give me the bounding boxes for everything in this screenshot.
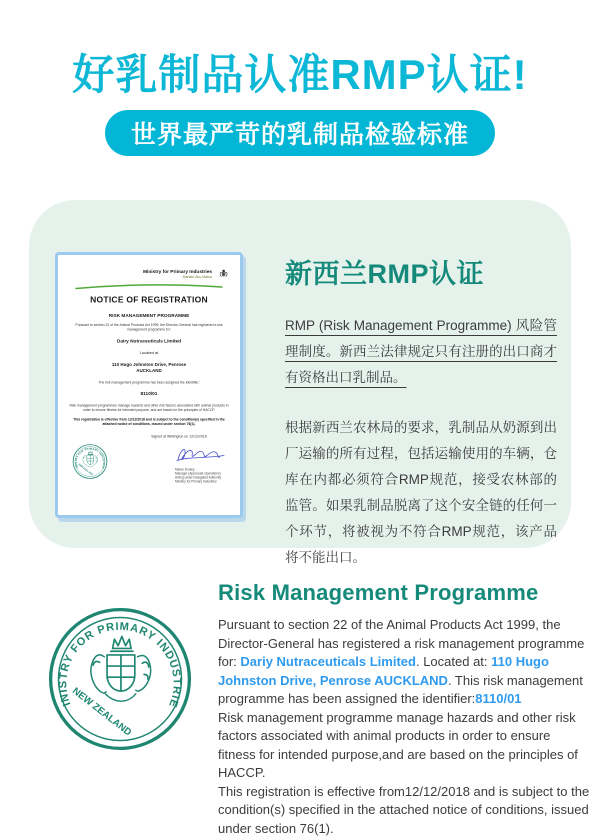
text-segment: 110 Hugo Johnston Drive, Penrose AUCKLAND <box>218 654 549 688</box>
certificate-address-line1: 110 Hugo Johnston Drive, Penrose <box>58 362 240 368</box>
rmp-section-heading: Risk Management Programme <box>218 580 590 606</box>
ministry-seal <box>46 605 194 753</box>
certificate-located-label: Located at <box>58 351 240 356</box>
signatory-authority: Acting under Delegated Authority <box>175 476 227 480</box>
ministry-crest-icon <box>216 266 231 283</box>
subtitle-pill <box>105 110 495 156</box>
ministry-maori-name: Manatū Ahu Matua <box>143 275 212 281</box>
page-title: 好乳制品认准RMP认证! <box>0 42 600 102</box>
signature-block <box>175 444 227 485</box>
certificate-identifier: 8110/01 <box>58 391 240 397</box>
signatory-details <box>175 468 227 484</box>
certificate-stamp-icon <box>72 444 108 480</box>
certificate-identifier-label: The risk management programme has been assigned the identifier: <box>58 381 240 385</box>
rmp-english-section <box>218 580 590 838</box>
signature-icon <box>175 444 227 465</box>
rmp-paragraph-3: This registration is effective from12/12/2018 and is subject to the condition(s) specified in the attached notice of conditions, issued under section 76(1). <box>218 783 590 838</box>
certificate-intro: Pursuant to section 22 of the Animal Products Act 1999, the Director-General has registered a risk management programme for: <box>74 324 223 333</box>
signatory-org: Ministry for Primary Industries <box>175 480 227 484</box>
ministry-name: Ministry for Primary Industries <box>143 269 212 275</box>
text-segment: Dariy Nutraceuticals Limited <box>240 654 416 669</box>
certificate-header <box>58 255 240 283</box>
panel-paragraph-underlined: RMP (Risk Management Programme) 风险管理制度。新西兰法律规定只有注册的出口商才有资格出口乳制品。 <box>285 313 557 391</box>
certificate-address-line2: AUCKLAND <box>58 368 240 374</box>
certificate-address <box>58 362 240 374</box>
rmp-paragraph-1 <box>218 616 590 709</box>
subtitle-text: 世界最严苛的乳制品检验标准 <box>131 115 469 151</box>
text-segment: 8110/01 <box>475 691 521 706</box>
text-segment: . This risk management programme has been assigned the identifier: <box>218 673 583 707</box>
rmp-info-panel <box>29 200 571 548</box>
certificate-document <box>58 255 240 515</box>
panel-text-column <box>285 252 557 571</box>
certificate-subtitle: RISK MANAGEMENT PROGRAMME <box>58 313 240 319</box>
green-swoosh-decoration <box>74 284 224 290</box>
signatory-name: Maree Dooley <box>175 468 227 472</box>
certificate-signed-line: Signed at Wellington on 12/12/2018 <box>58 435 240 439</box>
rmp-paragraph-2: Risk management programme manage hazards and other risk factors associated with animal products in order to ensure fitness for intended purpose,and are based on the principles of HACCP. <box>218 709 590 783</box>
certificate-title: NOTICE OF REGISTRATION <box>58 295 240 305</box>
registration-certificate <box>55 252 243 518</box>
panel-paragraph: 根据新西兰农林局的要求，乳制品从奶源到出厂运输的所有过程，包括运输使用的车辆，仓库在内都必须符合RMP规范，接受农林部的监管。如果乳制品脱离了这个安全链的任何一个环节，将被视为不符合RMP规范，该产品将不能出口。 <box>285 415 557 571</box>
ministry-block <box>143 266 212 280</box>
certificate-footer <box>58 439 240 485</box>
certificate-body-text: Risk management programmes manage hazards and other risk factors associated with animal products in order to ensure fitness for intended purpose, and are based on the principles of HACCP. <box>67 404 231 413</box>
text-segment: . Located at: <box>416 654 491 669</box>
signatory-title: Manager (Approvals Operations) <box>175 472 227 476</box>
text-segment: Pursuant to section 22 of the Animal Products Act 1999, the Director-General has registered a risk management programme for: <box>218 617 584 669</box>
certificate-effective-text: This registration is effective from 12/12/2018 and is subject to the condition(s) specified in the attached notice of conditions, issued under section 76(1). <box>67 418 231 427</box>
certificate-company: Dairy Nutraceuticals Limited <box>58 339 240 345</box>
panel-heading: 新西兰RMP认证 <box>285 252 557 291</box>
